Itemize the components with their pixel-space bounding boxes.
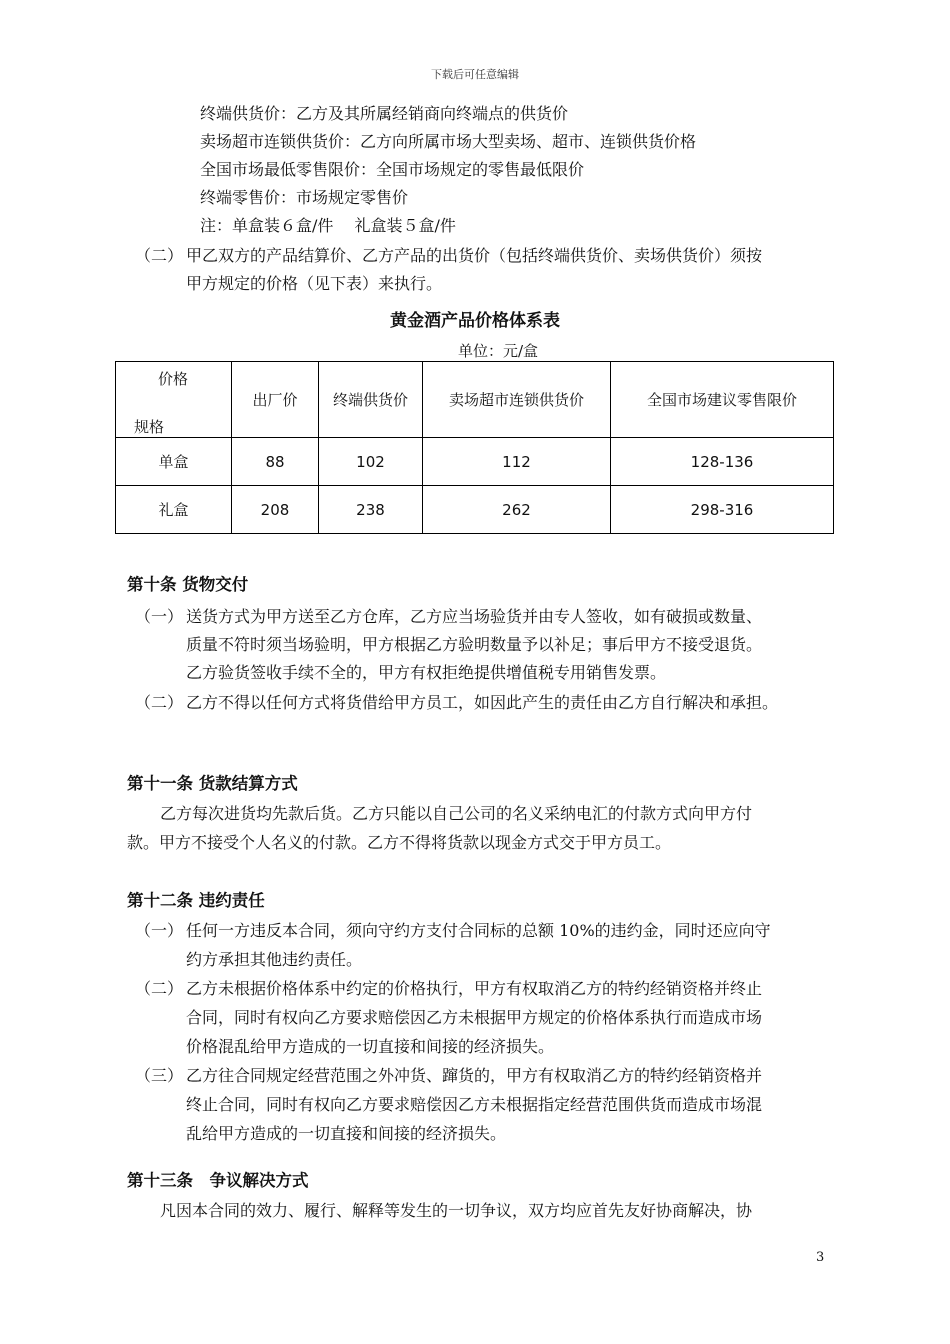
clause-text: 终止合同，同时有权向乙方要求赔偿因乙方未根据指定经营范围供货而造成市场混 xyxy=(186,1095,763,1114)
clause-text: 乱给甲方造成的一切直接和间接的经济损失。 xyxy=(186,1124,507,1143)
clause-text: 任何一方违反本合同，须向守约方支付合同标的总额 10%的违约金，同时还应向守 xyxy=(186,921,771,940)
table-cell: 262 xyxy=(423,486,611,534)
clause-text: 约方承担其他违约责任。 xyxy=(186,950,363,969)
table-cell: 238 xyxy=(319,486,423,534)
definition-line: 全国市场最低零售限价：全国市场规定的零售最低限价 xyxy=(200,160,585,179)
price-table xyxy=(115,361,834,534)
clause-text: 价格混乱给甲方造成的一切直接和间接的经济损失。 xyxy=(186,1037,555,1056)
table-row xyxy=(116,438,834,486)
table-cell: 102 xyxy=(319,438,423,486)
clause-text: 乙方往合同规定经营范围之外冲货、蹿货的，甲方有权取消乙方的特约经销资格并 xyxy=(186,1066,763,1085)
table-cell: 298-316 xyxy=(611,486,834,534)
page-header: 下载后可任意编辑 xyxy=(431,68,519,81)
clause-number: （三） xyxy=(135,1066,184,1085)
paragraph-line: 款。甲方不接受个人名义的付款。乙方不得将货款以现金方式交于甲方员工。 xyxy=(127,833,672,852)
table-cell: 88 xyxy=(232,438,319,486)
spec-cell: 单盒 xyxy=(116,438,232,486)
clause-text: 送货方式为甲方送至乙方仓库，乙方应当场验货并由专人签收，如有破损或数量、 xyxy=(186,607,763,626)
corner-cell xyxy=(116,362,232,438)
clause-text: 乙方验货签收手续不全的，甲方有权拒绝提供增值税专用销售发票。 xyxy=(186,663,667,682)
table-row xyxy=(116,486,834,534)
page-number: 3 xyxy=(816,1250,825,1265)
clause-text: 质量不符时须当场验明，甲方根据乙方验明数量予以补足；事后甲方不接受退货。 xyxy=(186,635,763,654)
paragraph-line: 乙方每次进货均先款后货。乙方只能以自己公司的名义采纳电汇的付款方式向甲方付 xyxy=(160,804,753,823)
table-unit: 单位：元/盒 xyxy=(458,342,539,360)
definition-line: 终端零售价：市场规定零售价 xyxy=(200,188,409,207)
article-heading: 第十条 货物交付 xyxy=(127,575,249,594)
note-line: 注：单盒装６盒/件 礼盒装５盒/件 xyxy=(200,216,456,235)
definition-line: 卖场超市连锁供货价：乙方向所属市场大型卖场、超市、连锁供货价格 xyxy=(200,132,697,151)
clause-number: （一） xyxy=(135,607,184,626)
table-header-row xyxy=(116,362,834,438)
definition-line: 终端供货价：乙方及其所属经销商向终端点的供货价 xyxy=(200,104,569,123)
clause-text: 合同，同时有权向乙方要求赔偿因乙方未根据甲方规定的价格体系执行而造成市场 xyxy=(186,1008,763,1027)
clause-number: （二） xyxy=(135,246,184,265)
corner-bottom-label: 规格 xyxy=(134,418,165,436)
article-heading: 第十三条 争议解决方式 xyxy=(127,1171,309,1190)
clause-number: （二） xyxy=(135,979,184,998)
column-header: 出厂价 xyxy=(232,362,319,438)
paragraph-line: 凡因本合同的效力、履行、解释等发生的一切争议，双方均应首先友好协商解决，协 xyxy=(160,1201,753,1220)
clause-text: 乙方不得以任何方式将货借给甲方员工，如因此产生的责任由乙方自行解决和承担。 xyxy=(186,693,779,712)
column-header: 终端供货价 xyxy=(319,362,423,438)
clause-number: （二） xyxy=(135,693,184,712)
clause-text: 甲方规定的价格（见下表）来执行。 xyxy=(186,274,443,293)
spec-cell: 礼盒 xyxy=(116,486,232,534)
column-header: 卖场超市连锁供货价 xyxy=(423,362,611,438)
corner-top-label: 价格 xyxy=(158,370,189,388)
article-heading: 第十一条 货款结算方式 xyxy=(127,774,298,793)
clause-text: 乙方未根据价格体系中约定的价格执行，甲方有权取消乙方的特约经销资格并终止 xyxy=(186,979,763,998)
table-cell: 112 xyxy=(423,438,611,486)
table-cell: 128-136 xyxy=(611,438,834,486)
table-cell: 208 xyxy=(232,486,319,534)
clause-number: （一） xyxy=(135,921,184,940)
table-title: 黄金酒产品价格体系表 xyxy=(390,311,560,331)
article-heading: 第十二条 违约责任 xyxy=(127,891,265,910)
clause-text: 甲乙双方的产品结算价、乙方产品的出货价（包括终端供货价、卖场供货价）须按 xyxy=(186,246,763,265)
column-header: 全国市场建议零售限价 xyxy=(611,362,834,438)
